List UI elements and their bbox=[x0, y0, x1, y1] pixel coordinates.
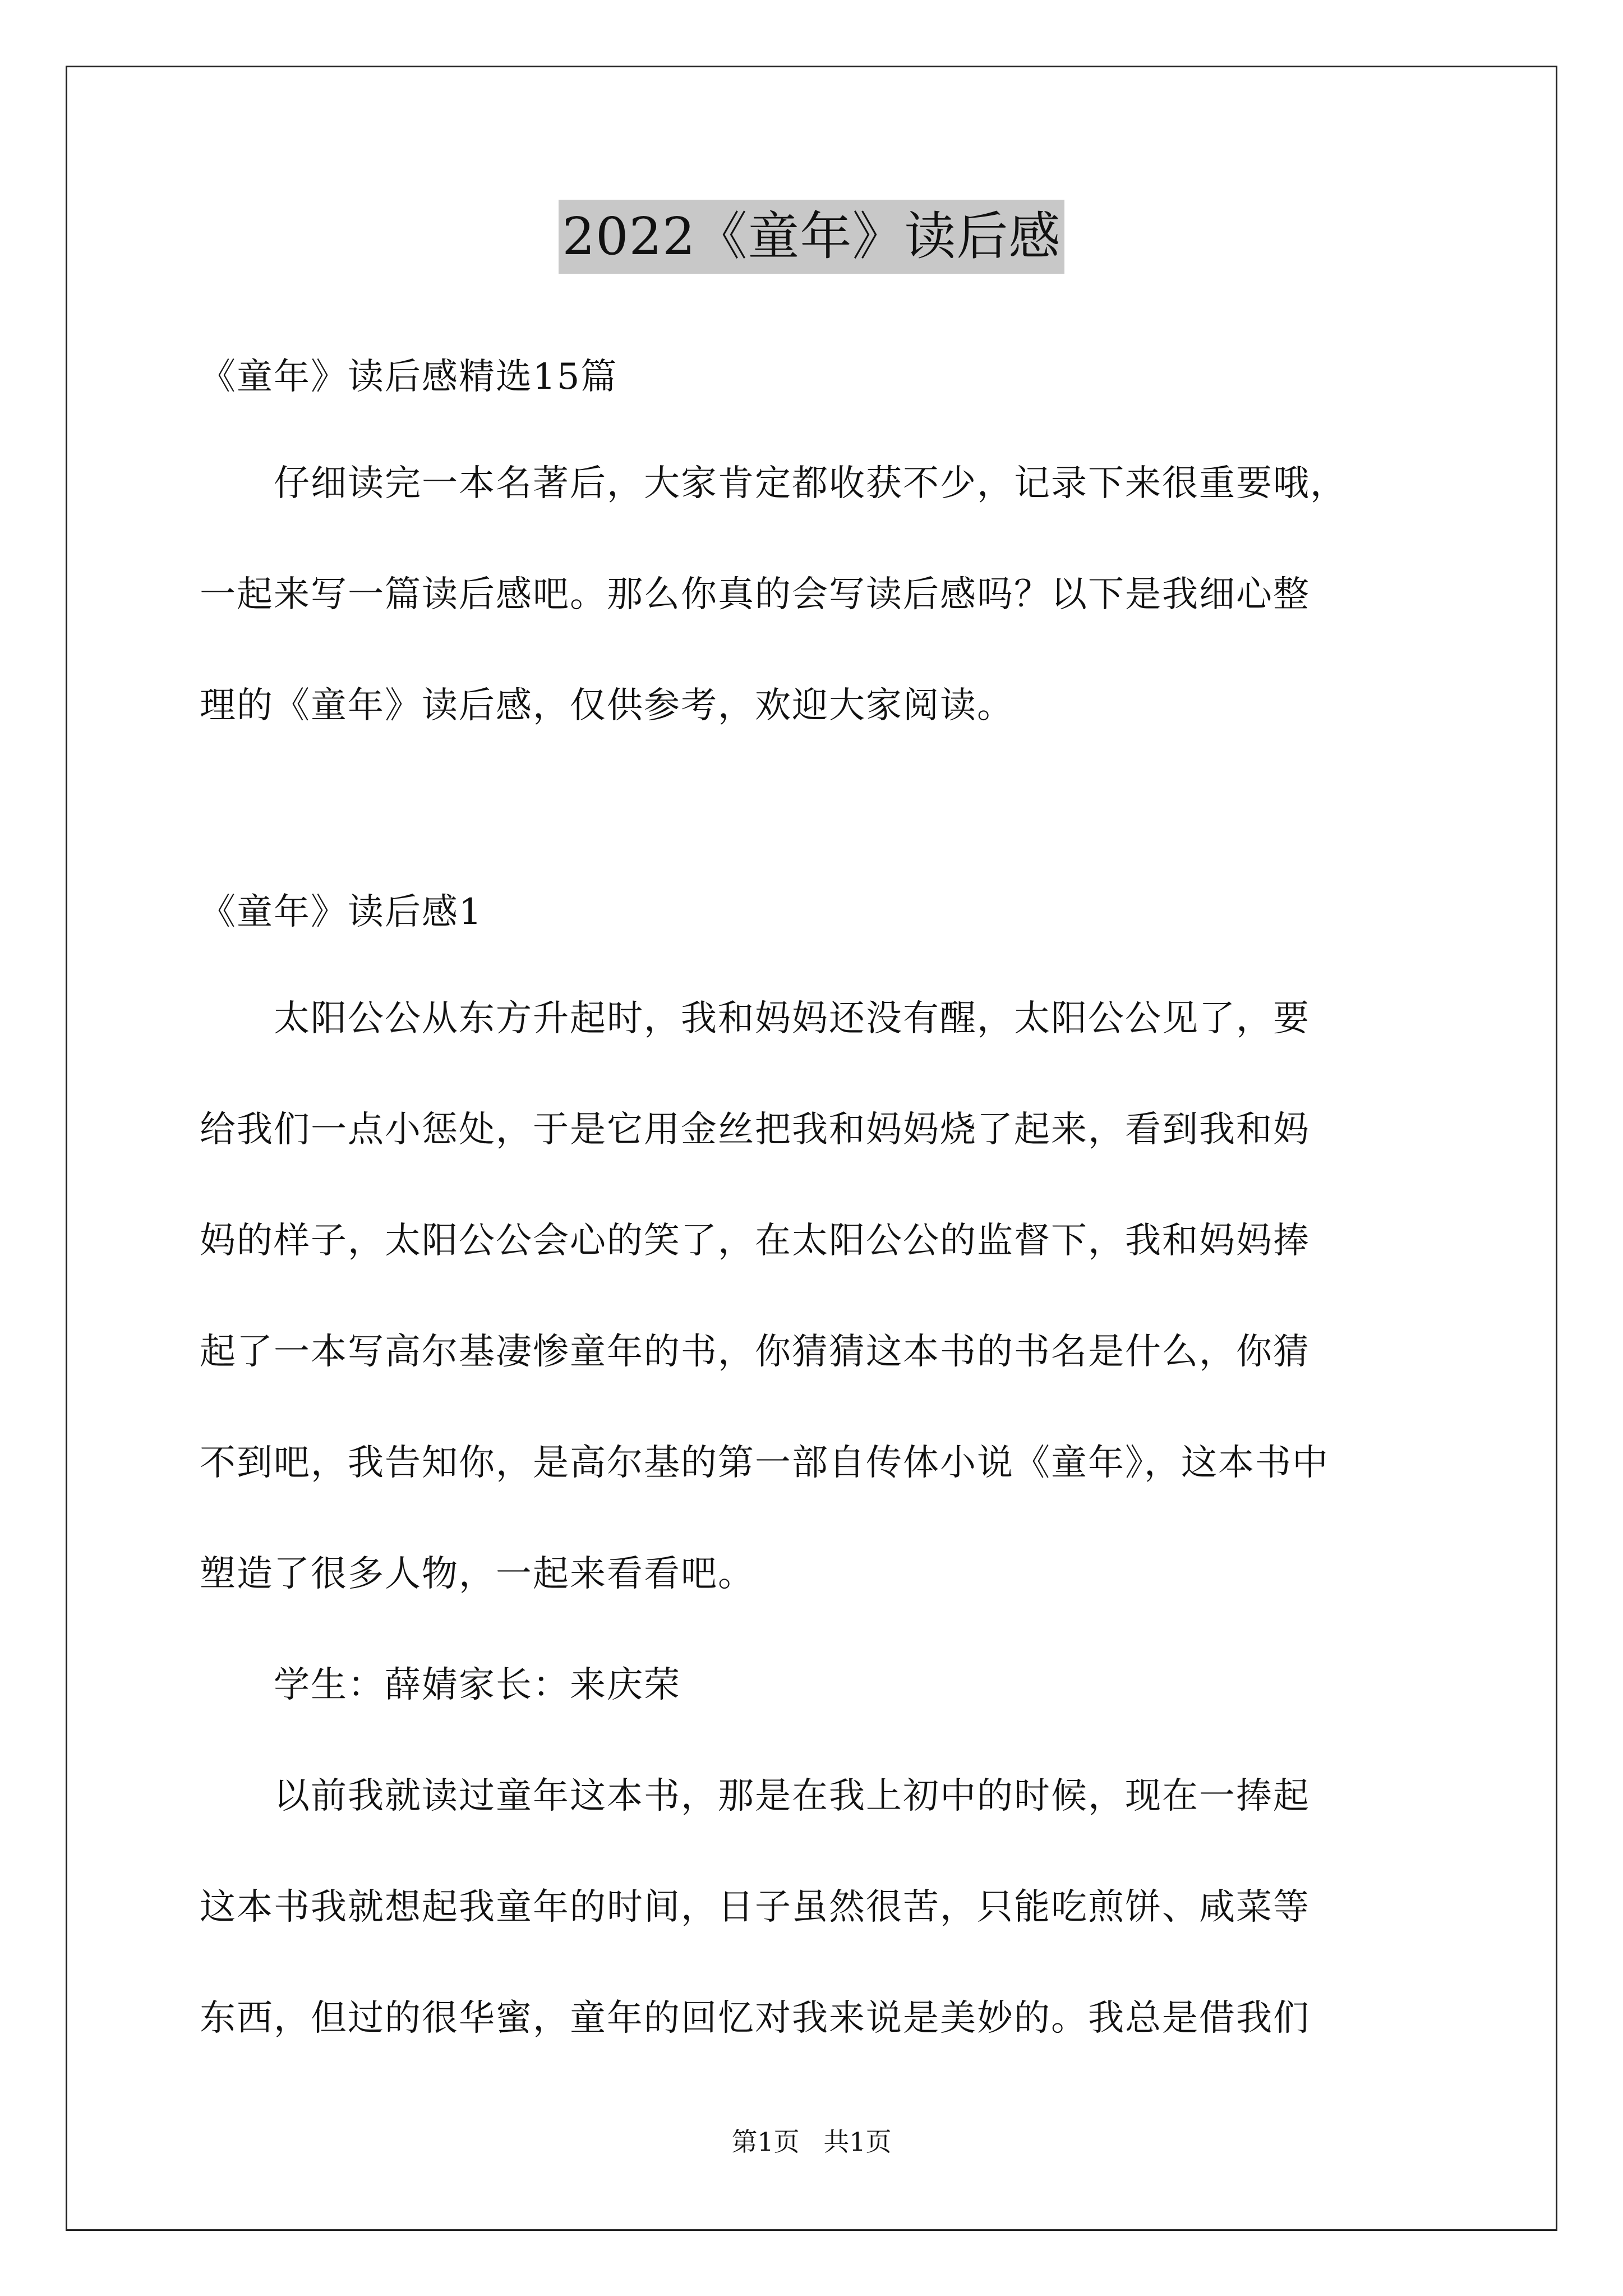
paragraph-line: 这本书我就想起我童年的时间，日子虽然很苦，只能吃煎饼、咸菜等 bbox=[200, 1887, 1310, 1928]
paragraph-line: 太阳公公从东方升起时，我和妈妈还没有醒，太阳公公见了，要 bbox=[200, 998, 1310, 1039]
document-title: 2022《童年》读后感 bbox=[559, 200, 1064, 274]
paragraph-line: 理的《童年》读后感，仅供参考，欢迎大家阅读。 bbox=[200, 685, 1014, 726]
paragraph-line: 起了一本写高尔基凄惨童年的书，你猜猜这本书的书名是什么，你猜 bbox=[200, 1331, 1310, 1373]
title-container bbox=[0, 200, 1623, 274]
paragraph-line: 一起来写一篇读后感吧。那么你真的会写读后感吗？以下是我细心整 bbox=[200, 574, 1310, 615]
section-heading: 《童年》读后感1 bbox=[200, 891, 483, 933]
paragraph-line: 妈的样子，太阳公公会心的笑了，在太阳公公的监督下，我和妈妈捧 bbox=[200, 1220, 1310, 1262]
paragraph-line: 仔细读完一本名著后，大家肯定都收获不少，记录下来很重要哦， bbox=[200, 463, 1347, 504]
page-total: 共1页 bbox=[823, 2127, 892, 2157]
paragraph-line: 以前我就读过童年这本书，那是在我上初中的时候，现在一捧起 bbox=[200, 1775, 1310, 1817]
paragraph-line: 不到吧，我告知你，是高尔基的第一部自传体小说《童年》，这本书中 bbox=[200, 1442, 1329, 1484]
paragraph-line: 塑造了很多人物，一起来看看吧。 bbox=[200, 1553, 755, 1595]
paragraph-line: 学生：薛婧家长：来庆荣 bbox=[200, 1664, 681, 1706]
subtitle-line: 《童年》读后感精选15篇 bbox=[200, 356, 618, 398]
paragraph-line: 东西，但过的很华蜜，童年的回忆对我来说是美妙的。我总是借我们 bbox=[200, 1998, 1310, 2039]
paragraph-line: 给我们一点小惩处，于是它用金丝把我和妈妈烧了起来，看到我和妈 bbox=[200, 1109, 1310, 1151]
page-footer bbox=[0, 2125, 1623, 2159]
page-number: 第1页 bbox=[731, 2127, 800, 2157]
